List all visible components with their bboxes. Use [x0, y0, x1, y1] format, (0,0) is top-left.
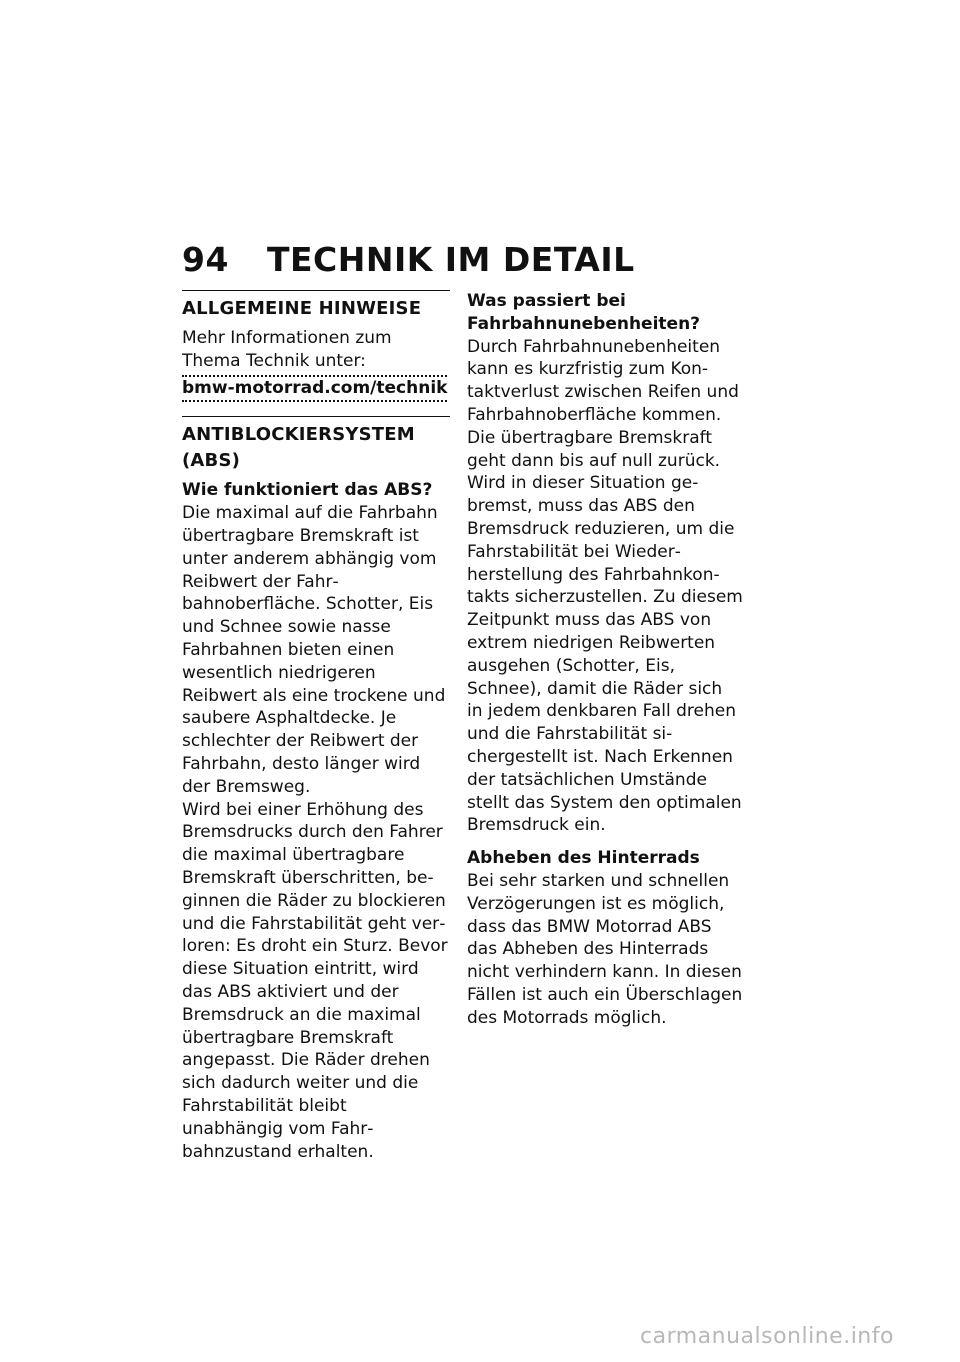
page-title: TECHNIK IM DETAIL: [266, 240, 635, 279]
abs-paragraph-2: Wird bei einer Erhöhung des Bremsdrucks durch den Fahrer die maximal übertragbare Bremskraft überschritten, beginnen die Räder zu blockieren und die Fahrstabilität geht verloren: Es droht ein Sturz. Bevor diese Situation eintritt, wird das ABS aktiviert und der Bremsdruck an die maximal übertragbare Bremskraft angepasst. Die Räder drehen sich dadurch weiter und die Fahrstabilität bleibt unabhängig vom Fahrbahnzustand erhalten.: [182, 799, 448, 1162]
right-column: [467, 290, 743, 1030]
left-column: [182, 290, 450, 1163]
section-title-general: ALLGEMEINE HINWEISE: [182, 298, 422, 319]
page-number: 94: [182, 240, 229, 279]
lift-text: Bei sehr starken und schnellen Verzögerungen ist es möglich, dass das BMW Motorrad ABS das Abheben des Hinterrads nicht verhindern kann. In diesen Fällen ist auch ein Überschlagen des Motorrads möglich.: [467, 870, 743, 1028]
section-divider: [182, 290, 450, 291]
watermark: carmanualsonline.info: [640, 1324, 894, 1349]
lift-question: Abheben des Hinterrads: [467, 848, 700, 869]
abs-question: Wie funktioniert das ABS?: [182, 480, 433, 501]
section-divider: [182, 416, 450, 417]
page-header: [182, 240, 635, 279]
general-info-text: Mehr Informationen zum Thema Technik unter:: [182, 328, 392, 371]
abs-paragraph-1: Die maximal auf die Fahrbahn übertragbare Bremskraft ist unter anderem abhängig vom Reibwert der Fahrbahnoberfläche. Schotter, Eis und Schnee sowie nasse Fahrbahnen bieten einen wesentlich niedrigeren Reibwert als eine trockene und saubere Asphaltdecke. Je schlechter der Reibwert der Fahrbahn, desto länger wird der Bremsweg.: [182, 503, 446, 797]
section-title-abs: ANTIBLOCKIERSYSTEM (ABS): [182, 424, 415, 472]
uneven-question: Was passiert bei Fahrbahnunebenheiten?: [467, 291, 701, 334]
uneven-text: Durch Fahrbahnunebenheiten kann es kurzfristig zum Kontaktverlust zwischen Reifen und Fahrbahnoberfläche kommen. Die übertragbare Bremskraft geht dann bis auf null zurück. Wird in dieser Situation gebremst, muss das ABS den Bremsdruck reduzieren, um die Fahrstabilität bei Wiederherstellung des Fahrbahnkontakts sicherzustellen. Zu diesem Zeitpunkt muss das ABS von extrem niedrigen Reibwerten ausgehen (Schotter, Eis, Schnee), damit die Räder sich in jedem denkbaren Fall drehen und die Fahrstabilität sichergestellt ist. Nach Erkennen der tatsächlichen Umstände stellt das System den optimalen Bremsdruck ein.: [467, 336, 743, 836]
technik-link[interactable]: bmw-motorrad.com/technik: [182, 375, 447, 403]
